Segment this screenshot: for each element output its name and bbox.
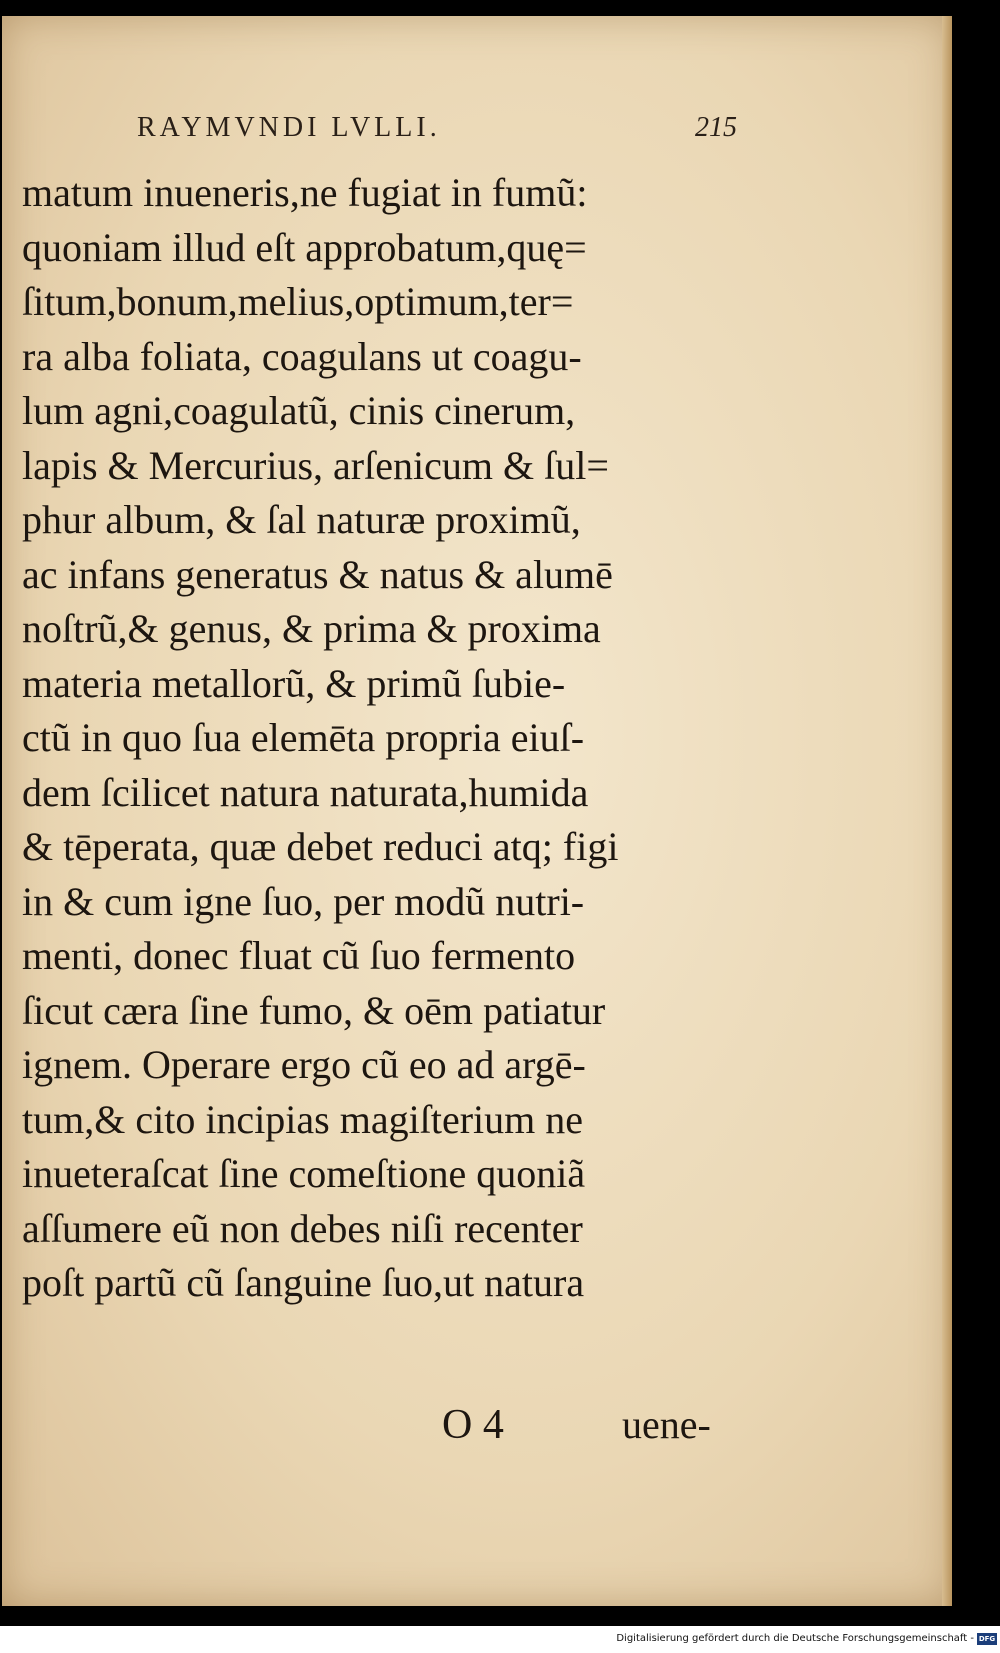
text-line: in & cum igne ſuo, per modũ nutri- (22, 878, 585, 924)
text-line: ctũ in quo ſua elemēta propria eiuſ- (22, 715, 585, 760)
text-line: ra alba foliata, coagulans ut coagu- (22, 333, 582, 379)
page-edge (942, 16, 952, 1606)
page-number: 215 (695, 112, 737, 143)
text-line: ac infans generatus & natus & alumē (22, 551, 613, 597)
running-header (137, 112, 737, 152)
book-page (2, 16, 952, 1606)
text-line: ignem. Operare ergo cũ eo ad argē- (22, 1042, 586, 1087)
text-line: noſtrũ,& genus, & prima & proxima (22, 606, 601, 651)
text-line: phur album, & ſal naturæ proximũ, (22, 497, 581, 542)
text-line: & tēperata, quæ debet reduci atq; figi (22, 824, 619, 869)
digitization-footer (0, 1626, 1000, 1653)
text-line: poſt partũ cũ ſanguine ſuo,ut natura (22, 1260, 585, 1305)
text-line: tum,& cito incipias magiſterium ne (22, 1096, 583, 1142)
text-line: lum agni,coagulatũ, cinis cinerum, (22, 388, 576, 433)
catchword: uene- (622, 1402, 711, 1447)
text-line: ſitum,bonum,melius,optimum,ter= (22, 279, 574, 324)
text-line: menti, donec fluat cũ ſuo fermento (22, 933, 576, 978)
text-line: inueteraſcat ſine comeſtione quoniã (22, 1151, 586, 1196)
text-line: ſicut cæra ſine fumo, & oēm patiatur (22, 987, 606, 1033)
main-text-block (22, 166, 742, 1311)
text-line: dem ſcilicet natura naturata,humida (22, 769, 589, 815)
text-line: materia metallorũ, & primũ ſubie- (22, 660, 566, 706)
text-line: quoniam illud eſt approbatum,quę= (22, 224, 587, 270)
text-line: matum inueneris,ne fugiat in fumũ: (22, 170, 588, 215)
running-title: RAYMVNDI LVLLI. (137, 112, 441, 143)
text-line: aſſumere eũ non debes niſi recenter (22, 1205, 583, 1251)
dfg-logo: DFG (978, 1635, 996, 1643)
funding-credit: Digitalisierung gefördert durch die Deutsche Forschungsgemeinschaft - (616, 1633, 974, 1644)
signature-mark: O 4 (442, 1402, 504, 1448)
text-line: lapis & Mercurius, arſenicum & ſul= (22, 442, 609, 488)
